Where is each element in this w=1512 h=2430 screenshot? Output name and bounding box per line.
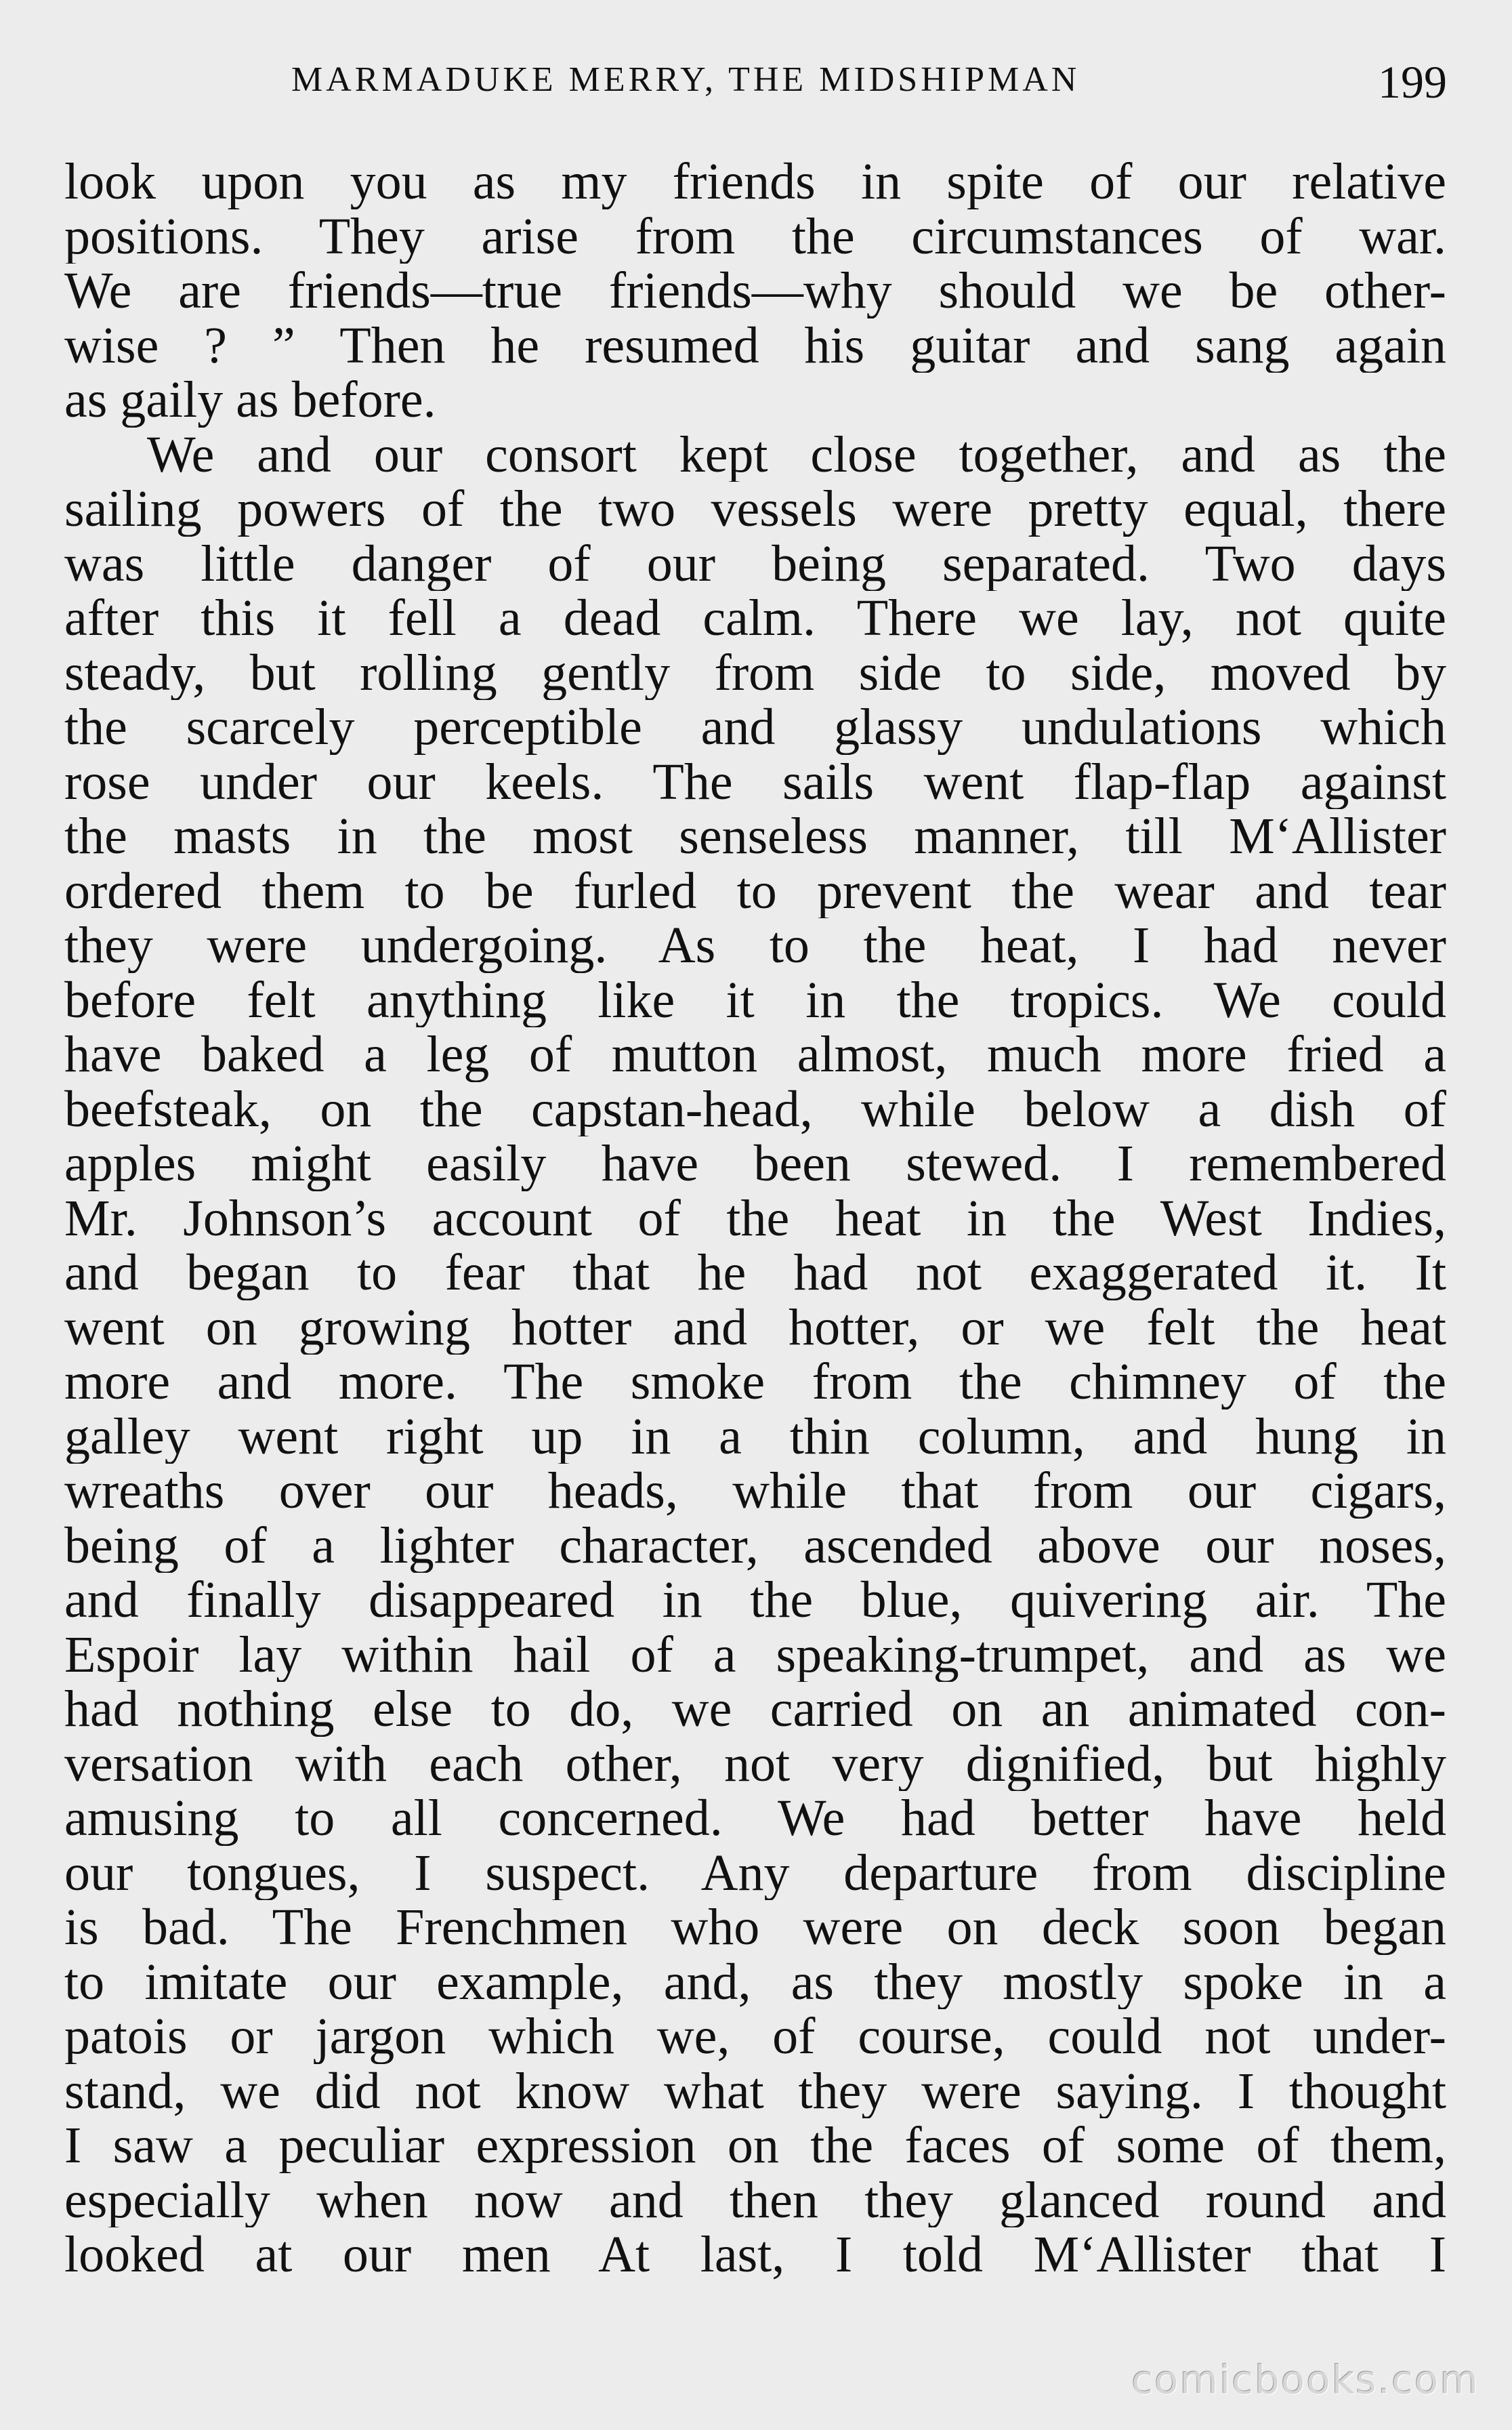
text-line: the masts in the most senseless manner, till M‘Allister xyxy=(64,809,1446,864)
text-line: amusing to all concerned. We had better have held xyxy=(64,1791,1446,1846)
text-line: Mr. Johnson’s account of the heat in the West Indies, xyxy=(64,1191,1446,1245)
text-line: ordered them to be furled to prevent the wear and tear xyxy=(64,863,1446,918)
text-line: versation with each other, not very dignified, but highly xyxy=(64,1736,1446,1791)
text-line: apples might easily have been stewed. I remembered xyxy=(64,1136,1446,1191)
text-line: especially when now and then they glanced round and xyxy=(64,2172,1446,2227)
page-number: 199 xyxy=(1378,56,1447,108)
text-line: the scarcely perceptible and glassy undulations which xyxy=(64,700,1446,755)
text-line: beefsteak, on the capstan-head, while below a dish of xyxy=(64,1082,1446,1136)
body-text xyxy=(64,155,1446,2282)
text-line: is bad. The Frenchmen who were on deck soon began xyxy=(64,1900,1446,1955)
text-line: they were undergoing. As to the heat, I had never xyxy=(64,918,1446,973)
text-line: and began to fear that he had not exaggerated it. It xyxy=(64,1245,1446,1300)
text-line: steady, but rolling gently from side to side, moved by xyxy=(64,645,1446,700)
text-line: looked at our men At last, I told M‘Allister that I xyxy=(64,2227,1446,2282)
text-line: as gaily as before. xyxy=(64,373,436,428)
text-line: I saw a peculiar expression on the faces of some of them, xyxy=(64,2118,1446,2173)
text-line: Espoir lay within hail of a speaking-trumpet, and as we xyxy=(64,1627,1446,1682)
text-line: We and our consort kept close together, and as the xyxy=(147,427,1446,482)
text-line: went on growing hotter and hotter, or we felt the heat xyxy=(64,1300,1446,1355)
text-line: galley went right up in a thin column, and hung in xyxy=(64,1409,1446,1464)
watermark: comicbooks.com xyxy=(1131,2357,1479,2403)
text-line: look upon you as my friends in spite of our relative xyxy=(64,155,1446,209)
text-line: sailing powers of the two vessels were pretty equal, there xyxy=(64,482,1446,537)
text-line: had nothing else to do, we carried on an animated con- xyxy=(64,1682,1446,1737)
running-head-title: MARMADUKE MERRY, THE MIDSHIPMAN xyxy=(291,60,1080,99)
text-line: and finally disappeared in the blue, quivering air. The xyxy=(64,1573,1446,1628)
text-line: our tongues, I suspect. Any departure from discipline xyxy=(64,1845,1446,1900)
text-line: wreaths over our heads, while that from our cigars, xyxy=(64,1464,1446,1519)
text-line: to imitate our example, and, as they mostly spoke in a xyxy=(64,1954,1446,2009)
text-line: rose under our keels. The sails went flap-flap against xyxy=(64,754,1446,809)
text-line: We are friends—true friends—why should we be other- xyxy=(64,264,1446,318)
text-line: positions. They arise from the circumstances of war. xyxy=(64,209,1446,264)
text-line: being of a lighter character, ascended above our noses, xyxy=(64,1518,1446,1573)
text-line: more and more. The smoke from the chimney of the xyxy=(64,1355,1446,1409)
text-line: before felt anything like it in the tropics. We could xyxy=(64,972,1446,1027)
text-line: have baked a leg of mutton almost, much more fried a xyxy=(64,1027,1446,1082)
text-line: wise ? ” Then he resumed his guitar and sang again xyxy=(64,318,1446,373)
text-line: stand, we did not know what they were saying. I thought xyxy=(64,2063,1446,2118)
text-line: after this it fell a dead calm. There we lay, not quite xyxy=(64,591,1446,646)
text-line: patois or jargon which we, of course, could not under- xyxy=(64,2009,1446,2064)
text-line: was little danger of our being separated. Two days xyxy=(64,536,1446,591)
